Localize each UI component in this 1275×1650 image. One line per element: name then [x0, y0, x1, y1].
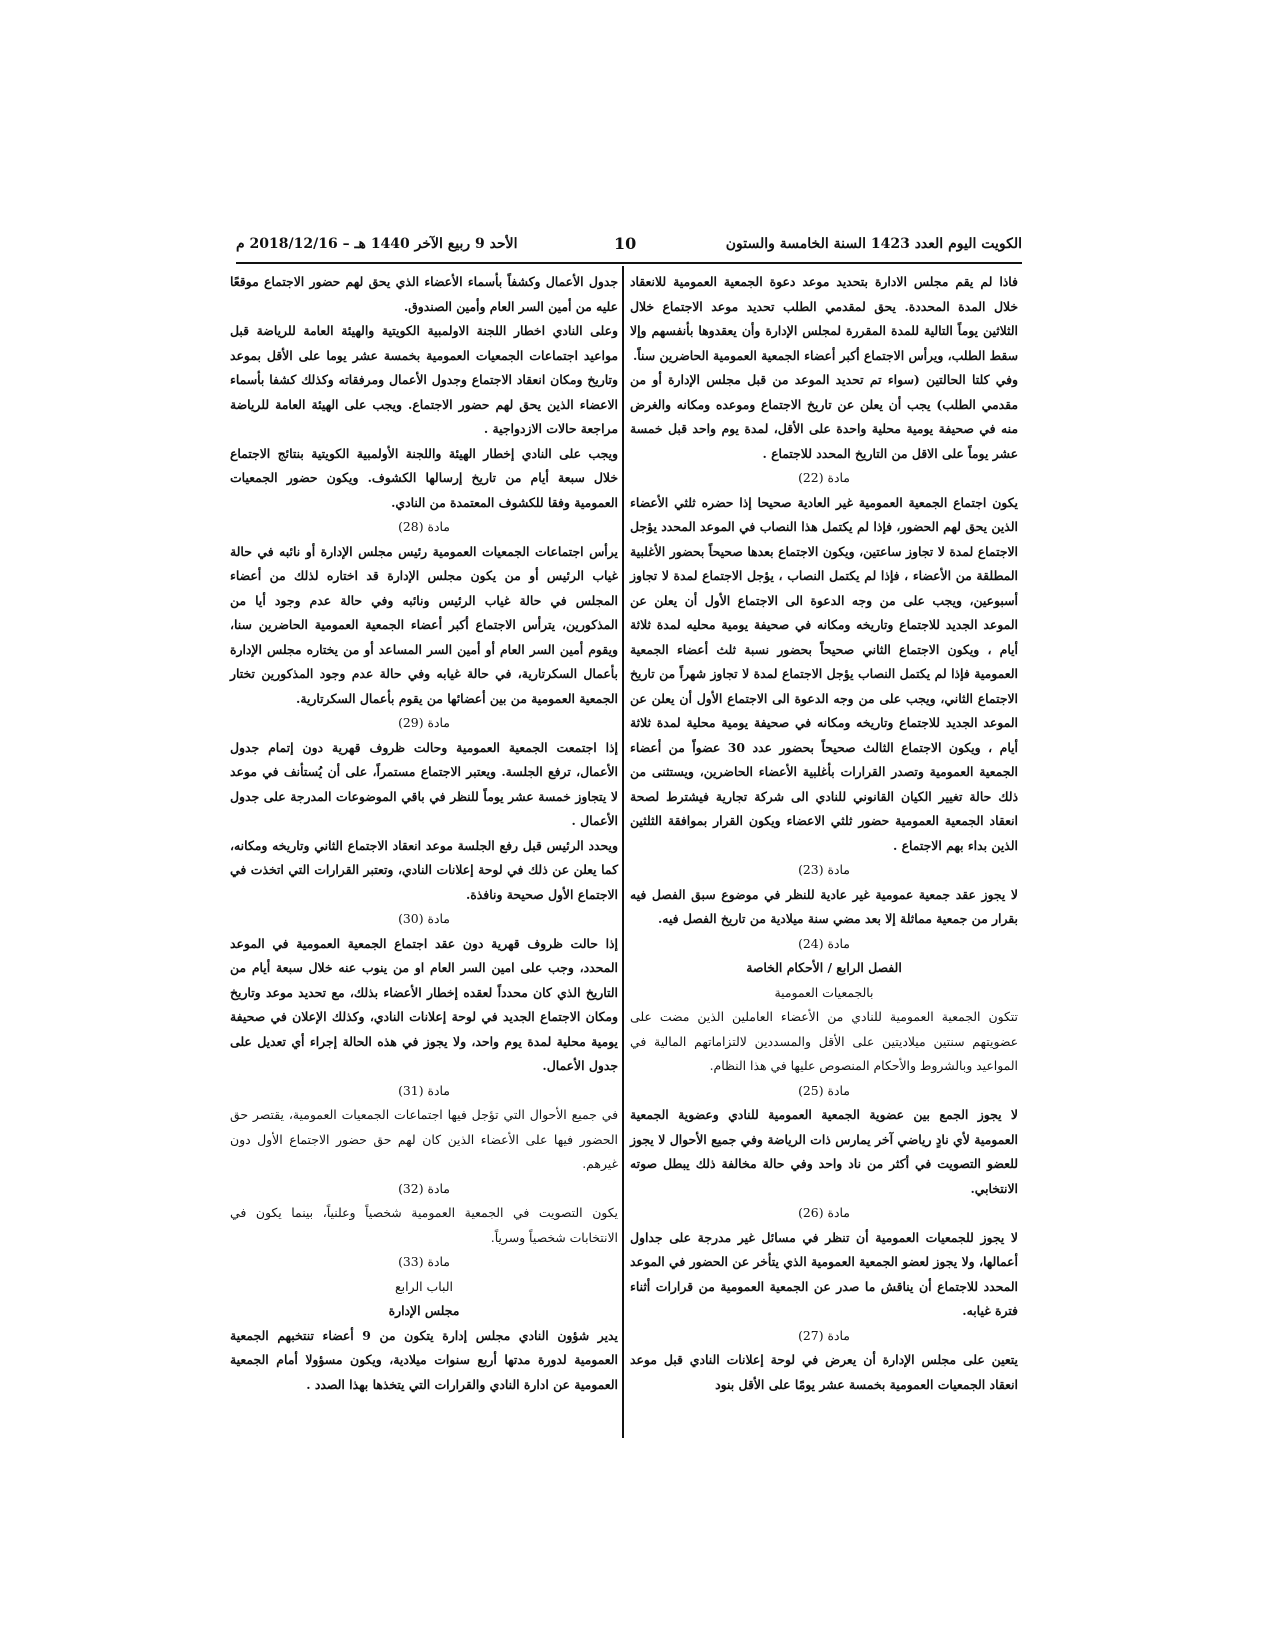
paragraph: ويجب على النادي إخطار الهيئة واللجنة الأولمبية الكويتية بنتائج الاجتماع خلال سبعة أيام من تاريخ إرسالها الكشوف. ويكون حضور الجمعيات العمومية وفقا للكشوف المعتمدة من النادي.: [230, 445, 618, 510]
article-heading: مادة (28): [398, 519, 450, 534]
header-date: الأحد 9 ربيع الآخر 1440 هـ – 2018/12/16 م: [236, 236, 518, 252]
paragraph: فاذا لم يقم مجلس الادارة بتحديد موعد دعوة الجمعية العمومية للانعقاد خلال المدة المحددة. يحق لمقدمي الطلب تحديد موعد الاجتماع خلال الثلاثين يوماً التالية للمدة المقررة لمجلس الإدارة وأن يعقدوها بأنفسهم وإلا سقط الطلب، ويرأس الاجتماع أكبر أعضاء الجمعية العمومية الحاضرين سناً.: [630, 274, 1018, 363]
right-column: [630, 270, 1018, 1397]
article-heading: مادة (22): [798, 470, 850, 485]
paragraph: يتعين على مجلس الإدارة أن يعرض في لوحة إعلانات النادي قبل موعد انعقاد الجمعيات العمومية بخمسة عشر يومًا على الأقل بنود: [630, 1352, 1018, 1392]
paragraph: ويحدد الرئيس قبل رفع الجلسة موعد انعقاد الاجتماع الثاني وتاريخه ومكانه، كما يعلن عن ذلك في لوحة إعلانات النادي، وتعتبر القرارات التي اتخذت في الاجتماع الأول صحيحة ونافذة.: [230, 837, 618, 902]
article-heading: مادة (31): [398, 1082, 450, 1098]
header-issue: الكويت اليوم العدد 1423 السنة الخامسة والستون: [725, 236, 1022, 252]
paragraph: يكون اجتماع الجمعية العمومية غير العادية صحيحا إذا حضره ثلثي الأعضاء الذين يحق لهم الحضور، فإذا لم يكتمل هذا النصاب في الموعد المحدد يؤجل الاجتماع لمدة لا تجاوز ساعتين، ويكون الاجتماع بعدها صحيحاً بحضور الأغلبية المطلقة من الأعضاء ، فإذا لم يكتمل النصاب ، يؤجل الاجتماع لمدة لا تجاوز أسبوعين، ويجب على من وجه الدعوة الى الاجتماع الأول أن يعلن عن الموعد الجديد للاجتماع وتاريخه ومكانه في صحيفة يومية محليه لمدة ثلاثة أيام ، ويكون الاجتماع الثاني صحيحاً بحضور نسبة ثلث أعضاء الجمعية العمومية فإذا لم يكتمل النصاب يؤجل الاجتماع لمدة لا تجاوز شهراً من تاريخ الاجتماع الثاني، ويجب على من وجه الدعوة الى الاجتماع الأول أن يعلن عن الموعد الجديد للاجتماع وتاريخه ومكانه في صحيفة يومية محلية لمدة ثلاثة أيام ، ويكون الاجتماع الثالث صحيحاً بحضور عدد 30 عضواً من أعضاء الجمعية العمومية وتصدر القرارات بأغلبية الأعضاء الحاضرين، ويستثنى من ذلك حالة تغيير الكيان القانوني للنادي الى شركة تجارية فيشترط لصحة انعقاد الجمعية العمومية حضور ثلثي الاعضاء ويكون القرار بموافقة الثلثين الذين بداء بهم الاجتماع .: [630, 494, 1018, 853]
paragraph: يدير شؤون النادي مجلس إدارة يتكون من 9 أعضاء تنتخبهم الجمعية العمومية لدورة مدتها أربع سنوات ميلادية، ويكون مسؤولا أمام الجمعية العمومية عن ادارة النادي والقرارات التي يتخذها بهذا الصدد .: [230, 1327, 619, 1392]
article-heading: مادة (24): [798, 935, 850, 951]
article-heading: بالجمعيات العمومية: [774, 984, 874, 1000]
article-heading: مادة (27): [798, 1327, 850, 1343]
header-rule: [236, 262, 1022, 264]
paragraph: يكون التصويت في الجمعية العمومية شخصياً وعلنياً، بينما يكون في الانتخابات شخصياً وسرياً.: [230, 1205, 618, 1245]
article-heading: الباب الرابع: [395, 1278, 453, 1294]
paragraph: لا يجوز للجمعيات العمومية أن تنظر في مسائل غير مدرجة على جداول أعمالها، ولا يجوز لعضو الجمعية العمومية الذي يتأخر عن الحضور في الموعد المحدد للاجتماع أن يناقش ما صدر عن الجمعية العمومية من قرارات أثناء فترة غيابه.: [630, 1229, 1018, 1318]
section-heading: مجلس الإدارة: [388, 1303, 460, 1318]
paragraph: إذا حالت ظروف قهرية دون عقد اجتماع الجمعية العمومية في الموعد المحدد، وجب على امين السر العام او من ينوب عنه خلال سبعة أيام من التاريخ الذي كان محدداً لعقده إخطار الأعضاء بذلك، مع تحديد موعد وتاريخ ومكان الاجتماع الجديد في لوحة إعلانات النادي، وكذلك الإعلان في صحيفة يومية محلية لمدة يوم واحد، ولا يجوز في هذه الحالة إجراء أي تعديل على جدول الأعمال.: [230, 935, 618, 1073]
paragraph: يرأس اجتماعات الجمعيات العمومية رئيس مجلس الإدارة أو نائبه في حالة غياب الرئيس أو من يكون مجلس الإدارة قد اختاره لذلك من أعضاء المجلس في حالة غياب الرئيس ونائبه وفي حالة عدم وجود أيا من المذكورين، يترأس الاجتماع أكبر أعضاء الجمعية العمومية الحاضرين سنا، ويقوم أمين السر العام أو أمين السر المساعد أو من يختاره مجلس الإدارة بأعمال السكرتارية، في حالة غيابه وفي حالة عدم وجود المذكورين تختار الجمعية العمومية من بين أعضائها من يقوم بأعمال السكرتارية.: [230, 543, 618, 706]
column-divider: [622, 266, 624, 1438]
article-heading: مادة (23): [798, 862, 850, 877]
article-heading: مادة (29): [398, 715, 450, 730]
paragraph: وفي كلتا الحالتين (سواء تم تحديد الموعد من قبل مجلس الإدارة أو من مقدمي الطلب) يجب أن يعلن عن تاريخ الاجتماع وموعده ومكانه والغرض منه في صحيفة يومية محلية واحدة على الأقل، لمدة يوم واحد قبل خمسة عشر يوماً على الاقل من التاريخ المحدد للاجتماع .: [630, 372, 1018, 461]
paragraph: في جميع الأحوال التي تؤجل فيها اجتماعات الجمعيات العمومية، يقتصر حق الحضور فيها على الأعضاء الذين كان لهم حق حضور الاجتماع الأول دون غيرهم.: [230, 1107, 618, 1171]
page-number: 10: [614, 234, 637, 253]
paragraph: لا يجوز الجمع بين عضوية الجمعية العمومية للنادي وعضوية الجمعية العمومية لأي نادٍ رياضي آخر يمارس ذات الرياضة وفي جميع الأحوال لا يجوز للعضو التصويت في أكثر من ناد واحد وفي حالة مخالفة ذلك يبطل صوته الانتخابي.: [630, 1107, 1018, 1196]
left-column: [230, 270, 618, 1397]
paragraph: إذا اجتمعت الجمعية العمومية وحالت ظروف قهرية دون إتمام جدول الأعمال، ترفع الجلسة. ويعتبر الاجتماع مستمراً، على أن يُستأنف في موعد لا يتجاوز خمسة عشر يوماً للنظر في باقي الموضوعات المدرجة على جدول الأعمال .: [230, 739, 618, 828]
article-heading: مادة (26): [798, 1205, 850, 1220]
page-header: [236, 236, 1022, 258]
section-heading: الفصل الرابع / الأحكام الخاصة: [746, 960, 902, 975]
paragraph: وعلى النادي اخطار اللجنة الاولمبية الكويتية والهيئة العامة للرياضة قبل مواعيد اجتماعات الجمعيات العمومية بخمسة عشر يوما على الأقل بموعد وتاريخ ومكان انعقاد الاجتماع وجدول الأعمال ومرفقاته وكذلك كشفا بأسماء الاعضاء الذين يحق لهم حضور الاجتماع. ويجب على الهيئة العامة للرياضة مراجعة حالات الازدواجية .: [230, 323, 618, 436]
paragraph: لا يجوز عقد جمعية عمومية غير عادية للنظر في موضوع سبق الفصل فيه بقرار من جمعية مماثلة إلا بعد مضي سنة ميلادية من تاريخ الفصل فيه.: [630, 886, 1018, 926]
article-heading: مادة (32): [398, 1180, 450, 1196]
article-heading: مادة (33): [398, 1254, 450, 1269]
article-heading: مادة (25): [798, 1082, 850, 1098]
article-heading: مادة (30): [398, 911, 450, 926]
paragraph: تتكون الجمعية العمومية للنادي من الأعضاء العاملين الذين مضت على عضويتهم سنتين ميلاديتين على الأقل والمسددين لالتزاماتهم المالية في المواعيد وبالشروط والأحكام المنصوص عليها في هذا النظام.: [630, 1009, 1018, 1073]
paragraph: جدول الأعمال وكشفاً بأسماء الأعضاء الذي يحق لهم حضور الاجتماع موقعًا عليه من أمين السر العام وأمين الصندوق.: [230, 274, 618, 314]
